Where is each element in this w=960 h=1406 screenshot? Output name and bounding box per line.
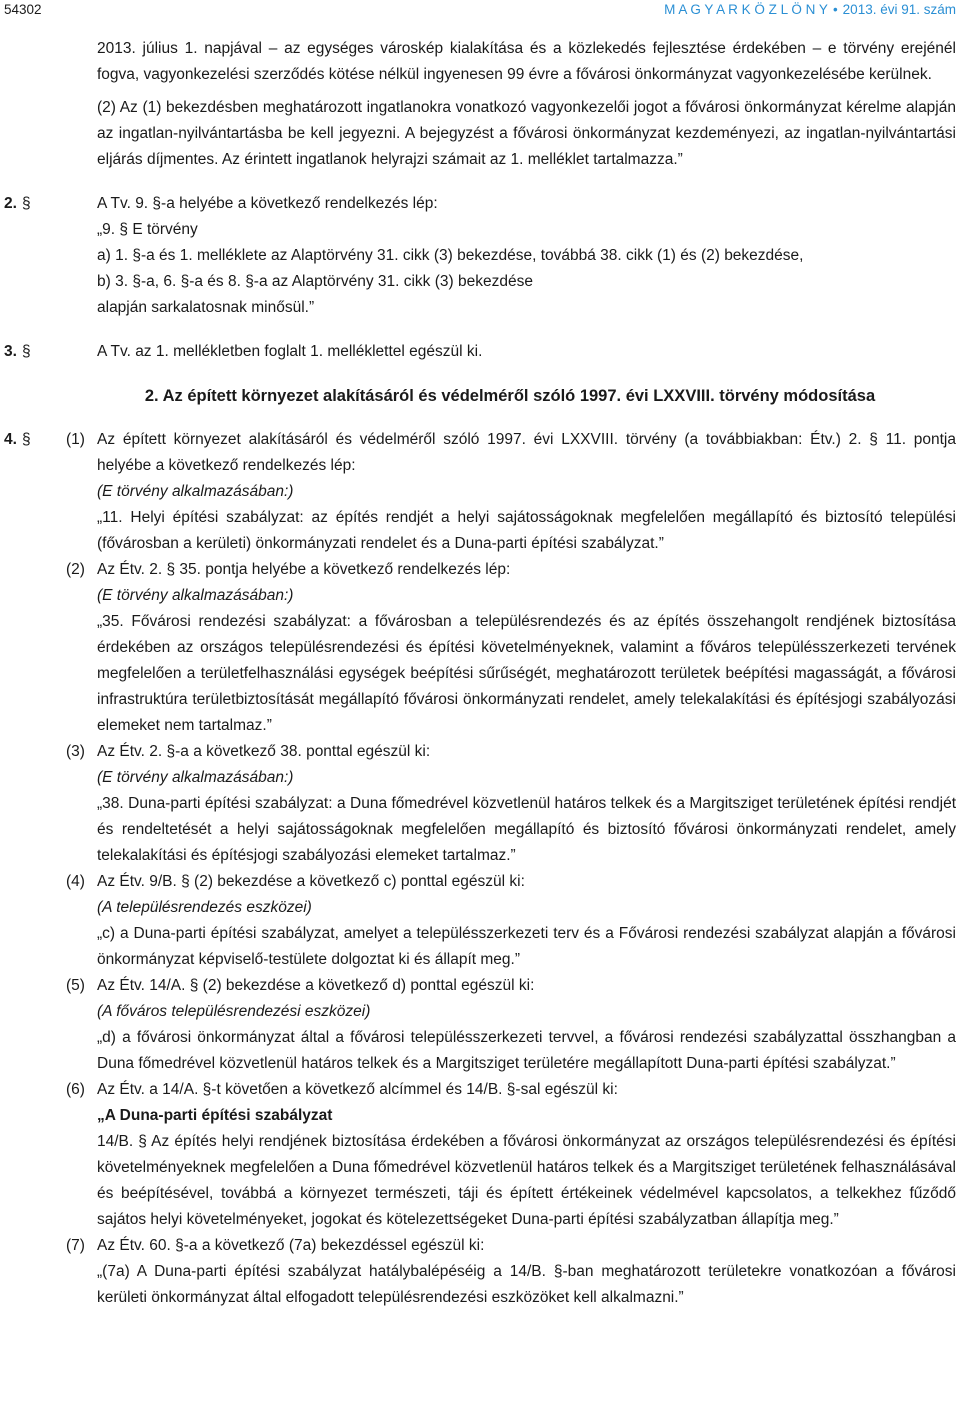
section-number: 4. bbox=[4, 431, 17, 448]
section-number: 2. bbox=[4, 195, 17, 212]
subsection-text: Az Étv. 14/A. § (2) bekezdése a következő d) ponttal egészül ki: bbox=[97, 977, 535, 994]
section-sign: § bbox=[22, 343, 31, 360]
paragraph-intro-2: (2) Az (1) bekezdésben meghatározott ingatlanokra vonatkozó vagyonkezelői jogot a fővárosi önkormányzat kérelme alapján az ingatlan-nyilvántartásba be kell jegyezni. A bejegyzést a fővárosi önkormányzat kezdeményezi, az ingatlan-nyilvántartási eljárás díjmentes. Az érintett ingatlanok helyrajzi számait az 1. melléklet tartalmazza.” bbox=[97, 99, 956, 168]
section-line: alapján sarkalatosnak minősül.” bbox=[97, 299, 315, 316]
subsection-number: (7) bbox=[66, 1237, 85, 1254]
subsection-number: (5) bbox=[66, 977, 85, 994]
subsection-number: (6) bbox=[66, 1081, 85, 1098]
section-number: 3. bbox=[4, 343, 17, 360]
context-note: (A főváros településrendezési eszközei) bbox=[97, 1003, 371, 1020]
subsection-number: (3) bbox=[66, 743, 85, 760]
amendment-text: „38. Duna-parti építési szabályzat: a Duna főmedrével közvetlenül határos telkek és a Margitsziget területének építési rendjét és rendeltetését a helyi sajátosságoknak megfelelően megállapító és biztosító fővárosi önkormányzati rendelet, amely telekalakítási és építésjogi szabályozási elemeket tartalmaz.” bbox=[97, 795, 956, 864]
amendment-text: „35. Fővárosi rendezési szabályzat: a fővárosban a településrendezés és az építés összehangolt rendjének biztosítása érdekében az országos településrendezési és építési követelményeknek, valamint a főváros településszerkezeti tervének megfelelően a területfelhasználási egységek beépítési sűrűségét, meghatározott területek beépítési magasságát, a fővárosi infrastruktúra területbiztosítását megállapító fővárosi önkormányzati rendelet, amely telekalakítási és építésjogi szabályozási elemeket nem tartalmaz.” bbox=[97, 613, 956, 734]
section-2 bbox=[0, 191, 960, 321]
context-note: (E törvény alkalmazásában:) bbox=[97, 587, 294, 604]
subsection-text: Az Étv. a 14/A. §-t követően a következő alcímmel és 14/B. §-sal egészül ki: bbox=[97, 1081, 618, 1098]
section-line: a) 1. §-a és 1. melléklete az Alaptörvény 31. cikk (3) bekezdése, továbbá 38. cikk (1) és (2) bekezdése, bbox=[97, 247, 804, 264]
issue-label: 2013. évi 91. szám bbox=[842, 2, 956, 17]
document-body bbox=[0, 36, 960, 1311]
subsection-number: (2) bbox=[66, 561, 85, 578]
running-header bbox=[0, 0, 960, 22]
subsection-number: (1) bbox=[66, 431, 85, 448]
subsection-text: Az épített környezet alakításáról és védelméről szóló 1997. évi LXXVIII. törvény (a továbbiakban: Étv.) 2. § 11. pontja helyébe a következő rendelkezés lép: bbox=[97, 431, 956, 474]
subsection-3 bbox=[0, 739, 960, 869]
section-sign: § bbox=[22, 195, 31, 212]
amendment-text: „d) a fővárosi önkormányzat által a fővárosi településszerkezeti tervvel, a fővárosi rendezési szabályzattal összhangban a Duna főmedrével közvetlenül határos telkek és a Margitsziget területére megállapított Duna-parti építési szabályzat.” bbox=[97, 1029, 956, 1072]
subtitle-text: „A Duna-parti építési szabályzat bbox=[97, 1107, 333, 1124]
context-note: (A településrendezés eszközei) bbox=[97, 899, 312, 916]
subsection-5 bbox=[0, 973, 960, 1077]
publication-header bbox=[664, 2, 956, 17]
section-line: A Tv. 9. §-a helyébe a következő rendelkezés lép: bbox=[97, 195, 438, 212]
paragraph-intro-1: 2013. július 1. napjával – az egységes városkép kialakítása és a közlekedés fejlesztése érdekében – e törvény erejénél fogva, vagyonkezelési szerződés kötése nélkül ingyenesen 99 évre a fővárosi önkormányzat vagyonkezelésébe kerülnek. bbox=[97, 40, 956, 83]
amendment-text: 14/B. § Az építés helyi rendjének biztosítása érdekében a fővárosi önkormányzat az országos településrendezési és építési követelményeknek megfelelően a Duna főmedrével közvetlenül határos telkek és a Margitsziget területének felhasználásával és beépítésével, továbbá a környezet természeti, táji és épített értékeinek védelmével kapcsolatos, a telkekhez fűződő sajátos helyi követelményeket, jogokat és kötelezettségeket Duna-parti építési szabályzatban állapítja meg.” bbox=[97, 1133, 956, 1228]
header-bullet: • bbox=[832, 2, 838, 17]
context-note: (E törvény alkalmazásában:) bbox=[97, 769, 294, 786]
section-line: b) 3. §-a, 6. §-a és 8. §-a az Alaptörvény 31. cikk (3) bekezdése bbox=[97, 273, 533, 290]
section-3 bbox=[0, 339, 960, 365]
subsection-text: Az Étv. 2. §-a a következő 38. ponttal egészül ki: bbox=[97, 743, 431, 760]
amendment-text: „(7a) A Duna-parti építési szabályzat hatálybalépéséig a 14/B. §-ban meghatározott területekre vonatkozóan a fővárosi kerületi önkormányzat által elfogadott településrendezési eszközöket kell alkalmazni.” bbox=[97, 1263, 956, 1306]
publication-name: M A G Y A R K Ö Z L Ö N Y bbox=[664, 2, 828, 17]
subsection-2 bbox=[0, 557, 960, 739]
amendment-text: „c) a Duna-parti építési szabályzat, amelyet a településszerkezeti terv és a Fővárosi rendezési szabályzat alapján a fővárosi önkormányzat képviselő-testülete dolgoztat ki és állapít meg.” bbox=[97, 925, 956, 968]
chapter-heading: 2. Az épített környezet alakításáról és védelméről szóló 1997. évi LXXVIII. törvény módosítása bbox=[144, 387, 876, 405]
subsection-4 bbox=[0, 869, 960, 973]
page-number: 54302 bbox=[4, 2, 42, 17]
subsection-text: Az Étv. 2. § 35. pontja helyébe a következő rendelkezés lép: bbox=[97, 561, 511, 578]
subsection-text: Az Étv. 60. §-a a következő (7a) bekezdéssel egészül ki: bbox=[97, 1237, 485, 1254]
section-line: A Tv. az 1. mellékletben foglalt 1. melléklettel egészül ki. bbox=[97, 343, 483, 360]
section-sign: § bbox=[22, 431, 31, 448]
context-note: (E törvény alkalmazásában:) bbox=[97, 483, 294, 500]
amendment-text: „11. Helyi építési szabályzat: az építés rendjét a helyi sajátosságoknak megfelelően megállapító és biztosító települési (fővárosban a kerületi) önkormányzati rendelet és a Duna-parti építési szabályzat.” bbox=[97, 509, 956, 552]
subsection-6 bbox=[0, 1077, 960, 1233]
subsection-text: Az Étv. 9/B. § (2) bekezdése a következő c) ponttal egészül ki: bbox=[97, 873, 525, 890]
section-4 bbox=[0, 427, 960, 557]
subsection-7 bbox=[0, 1233, 960, 1311]
section-line: „9. § E törvény bbox=[97, 221, 198, 238]
subsection-number: (4) bbox=[66, 873, 85, 890]
